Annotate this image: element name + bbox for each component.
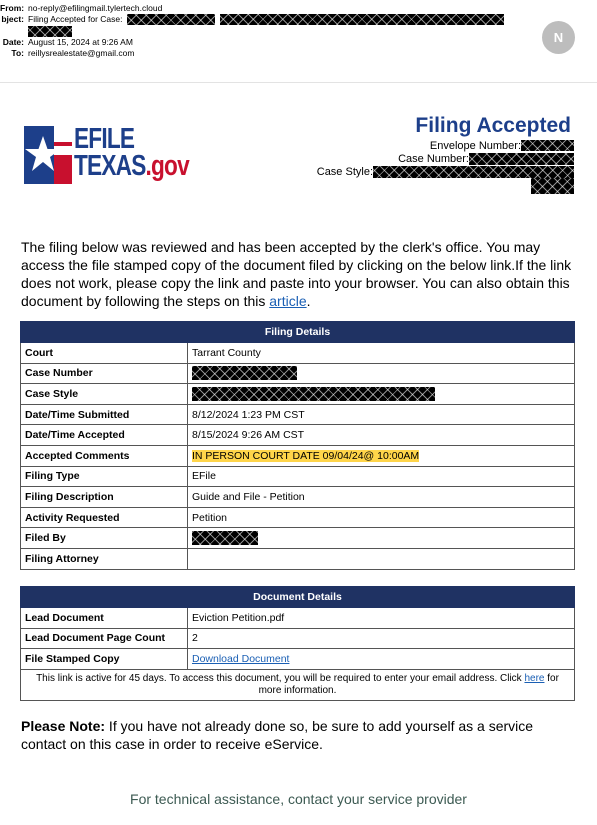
case-style-row-label: Case Style [21, 384, 188, 405]
stamped-copy-value [188, 649, 575, 670]
case-number-label: Case Number: [398, 153, 469, 165]
logo-gov-suffix: .gov [145, 150, 189, 182]
table-row [21, 363, 575, 384]
logo-texas-word: TEXAS [74, 150, 146, 182]
redacted-subject-1 [127, 14, 215, 25]
redacted-case-style-2 [531, 178, 574, 194]
lead-document-label: Lead Document [21, 608, 188, 629]
footer-text: For technical assistance, contact your service provider [130, 791, 467, 807]
comments-value [188, 445, 575, 466]
redacted-filed-by [192, 531, 258, 545]
please-note [21, 717, 581, 753]
table-row [21, 384, 575, 405]
attorney-label: Filing Attorney [21, 548, 188, 569]
document-details-header: Document Details [21, 587, 575, 608]
stamped-copy-label: File Stamped Copy [21, 649, 188, 670]
table-row [21, 425, 575, 446]
to-row [0, 48, 504, 59]
table-row [21, 466, 575, 487]
date-value: August 15, 2024 at 9:26 AM [28, 36, 133, 47]
from-value[interactable]: no-reply@efilingmail.tylertech.cloud [28, 3, 163, 13]
intro-paragraph: The filing below was reviewed and has been accepted by the clerk's office. You may access the file stamped copy of the document filed by clicking on the below link.If the link does not work, please copy the link and paste into your browser. You can also obtain this document by following the steps on this article. [21, 239, 572, 309]
page-count-value: 2 [188, 628, 575, 649]
table-row [21, 649, 575, 670]
comments-label: Accepted Comments [21, 445, 188, 466]
table-row [21, 608, 575, 629]
subject-value: Filing Accepted for Case: [28, 14, 123, 24]
texas-star-icon [24, 126, 72, 184]
sender-avatar[interactable]: N [542, 21, 575, 54]
document-details-table [20, 586, 575, 701]
submitted-label: Date/Time Submitted [21, 404, 188, 425]
to-value[interactable]: reillysrealestate@gmail.com [28, 47, 135, 58]
redacted-case-style-cell [192, 387, 435, 401]
link-note: This link is active for 45 days. To access this document, you will be required to enter your email address. Click here for more information. [21, 669, 575, 700]
table-row [21, 404, 575, 425]
subject-row-2 [0, 25, 504, 36]
case-style-label: Case Style: [316, 166, 373, 178]
page-count-label: Lead Document Page Count [21, 628, 188, 649]
download-document-link[interactable]: Download Document [192, 652, 290, 665]
envelope-number-label: Envelope Number: [429, 140, 521, 152]
case-style-value [188, 384, 575, 405]
activity-label: Activity Requested [21, 507, 188, 528]
table-row [21, 487, 575, 508]
case-number-value [188, 363, 575, 384]
filing-details-header: Filing Details [21, 322, 575, 343]
lead-document-value: Eviction Petition.pdf [188, 608, 575, 629]
redacted-envelope-number [521, 140, 574, 151]
table-row [21, 507, 575, 528]
table-row [21, 669, 575, 700]
please-note-label: Please Note: [21, 718, 106, 734]
from-label: From: [0, 3, 25, 13]
submitted-value: 8/12/2024 1:23 PM CST [188, 404, 575, 425]
filing-details-table [20, 321, 575, 570]
table-row [21, 445, 575, 466]
table-row [21, 528, 575, 549]
redacted-subject-3 [28, 26, 72, 37]
attorney-value [188, 548, 575, 569]
filing-type-value: EFile [188, 466, 575, 487]
redacted-case-number [469, 153, 574, 165]
efile-texas-logo[interactable] [24, 123, 189, 184]
comments-highlight: IN PERSON COURT DATE 09/04/24@ 10:00AM [192, 449, 420, 462]
logo-texas-text [74, 151, 189, 181]
date-label: Date: [2, 36, 24, 47]
filed-by-value [188, 528, 575, 549]
redacted-case-style [373, 166, 574, 178]
email-header [0, 3, 504, 59]
redacted-case-number-cell [192, 366, 297, 380]
intro-text: The filing below was reviewed and has been accepted by the clerk's office. You may access the file stamped copy of the document filed by clicking on the below link.If the link does not work, please copy the link and paste into your browser. You can also obtain this document by following the steps on this [21, 239, 572, 309]
header-divider [0, 82, 597, 83]
filed-by-label: Filed By [21, 528, 188, 549]
accepted-label: Date/Time Accepted [21, 425, 188, 446]
logo-efile-text: EFILE [74, 123, 135, 155]
article-link[interactable]: article [269, 293, 307, 309]
court-value: Tarrant County [188, 343, 575, 364]
subject-label: bject: [1, 14, 24, 24]
redacted-subject-2 [220, 14, 504, 25]
court-label: Court [21, 343, 188, 364]
more-info-link[interactable]: here [524, 672, 545, 684]
date-row [0, 37, 504, 48]
table-row [21, 343, 575, 364]
accepted-value: 8/15/2024 9:26 AM CST [188, 425, 575, 446]
filing-type-label: Filing Type [21, 466, 188, 487]
subject-row [0, 14, 504, 25]
to-label: To: [11, 47, 24, 58]
case-number-row-label: Case Number [21, 363, 188, 384]
filing-description-label: Filing Description [21, 487, 188, 508]
activity-value: Petition [188, 507, 575, 528]
table-row [21, 548, 575, 569]
filing-accepted-title: Filing Accepted [415, 114, 571, 137]
filing-description-value: Guide and File - Petition [188, 487, 575, 508]
please-note-text: If you have not already done so, be sure to add yourself as a service contact on this case in order to receive eService. [21, 718, 534, 752]
table-row [21, 628, 575, 649]
from-row [0, 3, 504, 14]
